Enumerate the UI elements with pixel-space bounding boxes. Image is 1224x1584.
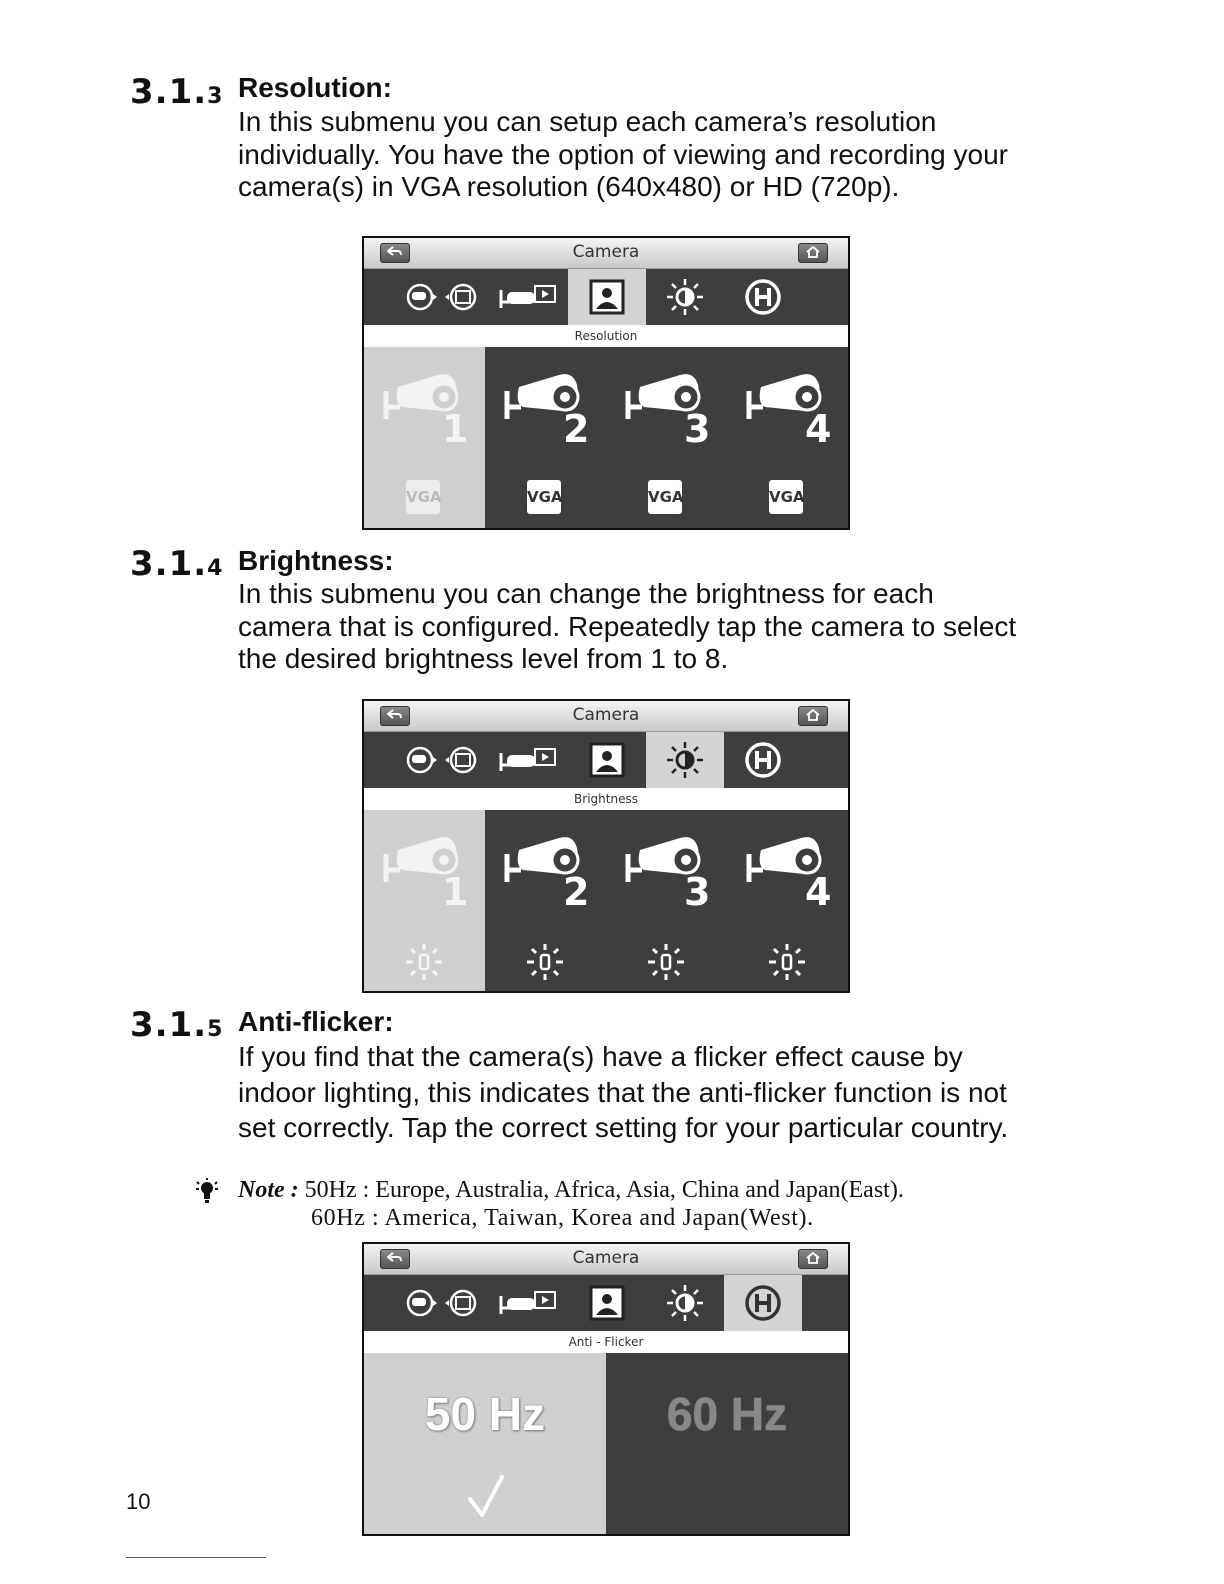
- brightness-icon: [666, 278, 704, 316]
- menu-tabs: [364, 732, 848, 788]
- camera-4-tile[interactable]: [727, 347, 848, 528]
- tab-brightness[interactable]: [646, 269, 724, 325]
- camera-1-tile[interactable]: [364, 347, 485, 528]
- camera-3-tile[interactable]: [606, 347, 727, 528]
- camera-2-tile[interactable]: [485, 347, 606, 528]
- camera-3-tile[interactable]: [606, 810, 727, 991]
- section-number-3-1-5: 3.1.5: [130, 1005, 223, 1045]
- camera-display-icon: [405, 1288, 481, 1318]
- camera-display-icon: [405, 745, 481, 775]
- brightness-icon: [666, 1284, 704, 1322]
- brightness-level-icon: [525, 942, 565, 982]
- section-number-3-1-3: 3.1.3: [130, 72, 223, 112]
- camera-number: 4: [805, 407, 832, 451]
- section-text-brightness: In this submenu you can change the brightness for each camera that is configured. Repeatedly tap the camera to select the desired brightness level from 1 to 8.: [238, 578, 1017, 674]
- camera-number: 1: [442, 407, 469, 451]
- tab-resolution[interactable]: [568, 1275, 646, 1331]
- tab-resolution[interactable]: [568, 732, 646, 788]
- tab-camera-record[interactable]: [490, 269, 568, 325]
- tab-camera-to-display[interactable]: [404, 1275, 482, 1331]
- brightness-screen: [362, 699, 850, 993]
- title-bar: [364, 701, 848, 732]
- brightness-icon: [666, 741, 704, 779]
- option-60hz[interactable]: [606, 1353, 848, 1534]
- home-button[interactable]: [798, 1249, 828, 1269]
- screen-title: Camera: [572, 242, 640, 262]
- option-label: 60 Hz: [666, 1388, 788, 1440]
- resolution-screen: [362, 236, 850, 530]
- camera-record-icon: [499, 282, 559, 312]
- camera-number: 2: [563, 407, 590, 451]
- tab-camera-to-display[interactable]: [404, 269, 482, 325]
- note-line-2: 60Hz : America, Taiwan, Korea and Japan(West).: [311, 1205, 814, 1231]
- camera-2-tile[interactable]: [485, 810, 606, 991]
- lightbulb-icon: [196, 1178, 218, 1204]
- menu-tabs: [364, 269, 848, 325]
- portrait-icon: [589, 1285, 625, 1321]
- camera-grid: [364, 347, 848, 528]
- camera-number: 1: [442, 870, 469, 914]
- anti-flicker-screen: [362, 1242, 850, 1536]
- home-button[interactable]: [798, 243, 828, 263]
- camera-record-icon: [499, 745, 559, 775]
- anti-flicker-icon: [744, 741, 782, 779]
- section-number-3-1-4: 3.1.4: [130, 544, 223, 584]
- camera-grid: [364, 810, 848, 991]
- camera-number: 4: [805, 870, 832, 914]
- home-icon: [805, 1252, 821, 1264]
- section-text-resolution: In this submenu you can setup each camera’s resolution individually. You have the option of viewing and recording your camera(s) in VGA resolution (640x480) or HD (720p).: [238, 106, 1008, 202]
- home-icon: [805, 246, 821, 258]
- section-title-anti-flicker: Anti-flicker:: [238, 1006, 394, 1037]
- anti-flicker-icon: [744, 1284, 782, 1322]
- option-label: 50 Hz: [424, 1388, 546, 1440]
- page-number: 10: [126, 1489, 151, 1514]
- checkmark-icon: [466, 1473, 506, 1519]
- home-icon: [805, 709, 821, 721]
- camera-display-icon: [405, 282, 481, 312]
- tab-anti-flicker[interactable]: [724, 269, 802, 325]
- tab-resolution[interactable]: [568, 269, 646, 325]
- title-bar: [364, 1244, 848, 1275]
- portrait-icon: [589, 279, 625, 315]
- footer-rule: [126, 1557, 266, 1558]
- resolution-value: VGA: [769, 480, 803, 514]
- camera-number: 3: [684, 870, 711, 914]
- camera-1-tile[interactable]: [364, 810, 485, 991]
- tab-camera-to-display[interactable]: [404, 732, 482, 788]
- note-line-1: Note : 50Hz : Europe, Australia, Africa, Asia, China and Japan(East).: [238, 1177, 904, 1203]
- camera-4-tile[interactable]: [727, 810, 848, 991]
- camera-number: 2: [563, 870, 590, 914]
- resolution-value: VGA: [527, 480, 561, 514]
- tab-camera-record[interactable]: [490, 732, 568, 788]
- anti-flicker-icon: [744, 278, 782, 316]
- submenu-label: Resolution: [364, 325, 848, 347]
- title-bar: [364, 238, 848, 269]
- section-title-resolution: Resolution:: [238, 72, 392, 103]
- note-label: Note :: [238, 1177, 299, 1203]
- submenu-label: Brightness: [364, 788, 848, 810]
- resolution-value: VGA: [406, 480, 440, 514]
- tab-camera-record[interactable]: [490, 1275, 568, 1331]
- camera-number: 3: [684, 407, 711, 451]
- submenu-label: Anti - Flicker: [364, 1331, 848, 1353]
- tab-brightness[interactable]: [646, 732, 724, 788]
- option-50hz[interactable]: [364, 1353, 606, 1534]
- camera-record-icon: [499, 1288, 559, 1318]
- brightness-level-icon: [767, 942, 807, 982]
- frequency-options: [364, 1353, 848, 1534]
- section-text-anti-flicker: If you find that the camera(s) have a flicker effect cause by indoor lighting, this indicates that the anti-flicker function is not set correctly. Tap the correct setting for your particular country.: [238, 1041, 1009, 1143]
- tab-anti-flicker[interactable]: [724, 1275, 802, 1331]
- screen-title: Camera: [572, 705, 640, 725]
- home-button[interactable]: [798, 706, 828, 726]
- brightness-level-icon: [646, 942, 686, 982]
- section-title-brightness: Brightness:: [238, 545, 394, 576]
- tab-anti-flicker[interactable]: [724, 732, 802, 788]
- menu-tabs: [364, 1275, 848, 1331]
- resolution-value: VGA: [648, 480, 682, 514]
- tab-brightness[interactable]: [646, 1275, 724, 1331]
- screen-title: Camera: [572, 1248, 640, 1268]
- portrait-icon: [589, 742, 625, 778]
- brightness-level-icon: [404, 942, 444, 982]
